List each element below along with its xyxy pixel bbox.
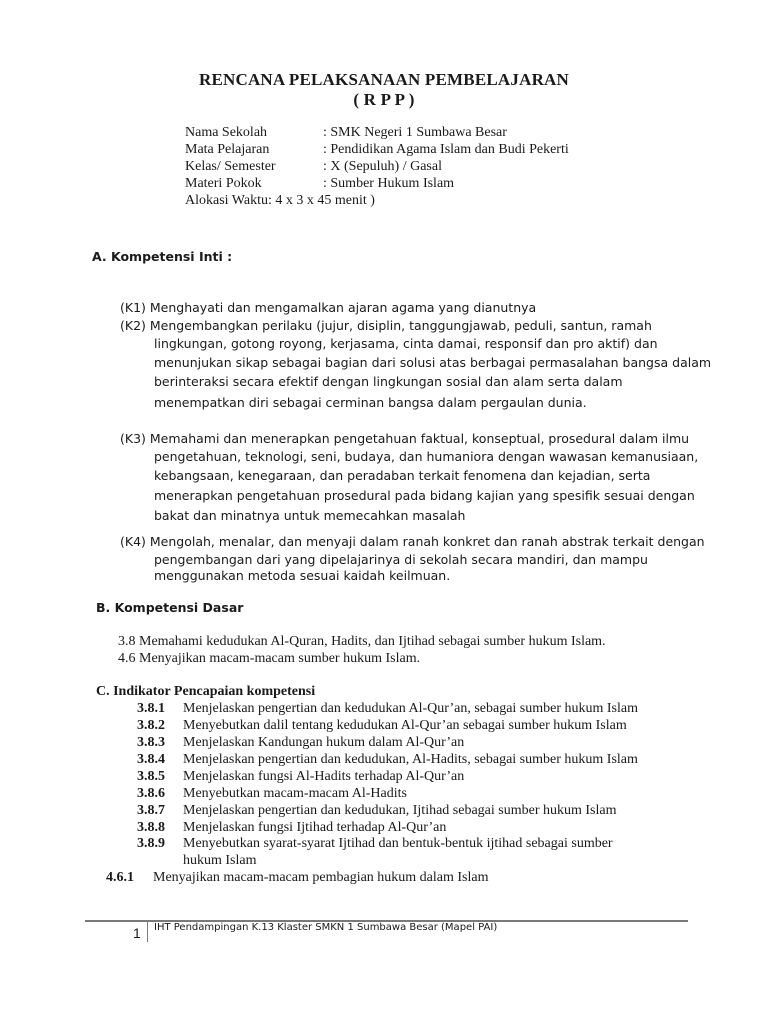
indicator-text: Menjelaskan pengertian dan kedudukan, Ijtihad sebagai sumber hukum Islam <box>183 803 617 818</box>
identity-value-class: : X (Sepuluh) / Gasal <box>323 159 442 174</box>
indicator-text: Menjelaskan pengertian dan kedudukan Al-Qur’an, sebagai sumber hukum Islam <box>183 701 638 716</box>
indicator-number: 3.8.7 <box>137 803 165 818</box>
identity-value-subject: : Pendidikan Agama Islam dan Budi Pekerti <box>323 142 569 157</box>
document-title: RENCANA PELAKSANAAN PEMBELAJARAN <box>198 70 570 89</box>
k3-line-2: pengetahuan, teknologi, seni, budaya, dan humaniora dengan wawasan kemanusiaan, <box>154 449 699 464</box>
indicator-number: 3.8.5 <box>137 769 165 784</box>
kd-item-3-8: 3.8 Memahami kedudukan Al-Quran, Hadits, dan Ijtihad sebagai sumber hukum Islam. <box>118 634 606 649</box>
indicator-text: Menjelaskan fungsi Ijtihad terhadap Al-Qur’an <box>183 820 447 835</box>
indicator-text-4-6-1: Menyajikan macam-macam pembagian hukum dalam Islam <box>153 870 489 885</box>
k3-line-1: (K3) Memahami dan menerapkan pengetahuan faktual, konseptual, prosedural dalam ilmu <box>120 431 690 446</box>
section-a-heading: A. Kompetensi Inti : <box>92 249 233 264</box>
indicator-number: 3.8.6 <box>137 786 165 801</box>
section-c-heading: C. Indikator Pencapaian kompetensi <box>96 684 316 699</box>
k3-line-5: bakat dan minatnya untuk memecahkan masalah <box>154 508 466 523</box>
k4-line-1: (K4) Mengolah, menalar, dan menyaji dalam ranah konkret dan ranah abstrak terkait dengan <box>120 534 705 549</box>
document-subtitle: ( R P P ) <box>353 90 415 109</box>
identity-label-topic: Materi Pokok <box>185 176 262 191</box>
indicator-text: Menjelaskan Kandungan hukum dalam Al-Qur’an <box>183 735 465 750</box>
section-b-heading: B. Kompetensi Dasar <box>96 600 244 615</box>
indicator-number-4-6-1: 4.6.1 <box>106 870 134 885</box>
k2-line-1: (K2) Mengembangkan perilaku (jujur, disiplin, tanggungjawab, peduli, santun, ramah <box>120 318 652 333</box>
k3-line-3: kebangsaan, kenegaraan, dan peradaban terkait fenomena dan kejadian, serta <box>154 468 651 483</box>
indicator-number: 3.8.9 <box>137 836 165 851</box>
identity-value-school: : SMK Negeri 1 Sumbawa Besar <box>323 125 507 140</box>
k2-line-5: menempatkan diri sebagai cerminan bangsa dalam pergaulan dunia. <box>154 395 587 410</box>
k2-line-4: berinteraksi secara efektif dengan lingkungan sosial dan alam serta dalam <box>154 374 623 389</box>
page-number: 1 <box>133 925 141 941</box>
indicator-text: Menyebutkan dalil tentang kedudukan Al-Qur’an sebagai sumber hukum Islam <box>183 718 627 733</box>
indicator-number: 3.8.2 <box>137 718 165 733</box>
indicator-number: 3.8.1 <box>137 701 165 716</box>
footer-separator <box>147 922 148 942</box>
k1-line: (K1) Menghayati dan mengamalkan ajaran agama yang dianutnya <box>120 300 537 315</box>
indicator-number: 3.8.3 <box>137 735 165 750</box>
k2-line-3: menunjukan sikap sebagai bagian dari solusi atas berbagai permasalahan bangsa dalam <box>154 355 712 370</box>
identity-time-allocation: Alokasi Waktu: 4 x 3 x 45 menit ) <box>185 193 375 208</box>
indicator-text: Menyebutkan macam-macam Al-Hadits <box>183 786 407 801</box>
kd-item-4-6: 4.6 Menyajikan macam-macam sumber hukum Islam. <box>118 651 421 666</box>
identity-label-school: Nama Sekolah <box>185 125 268 140</box>
indicator-text: Menjelaskan fungsi Al-Hadits terhadap Al-Qur’an <box>183 769 465 784</box>
indicator-number: 3.8.8 <box>137 820 165 835</box>
indicator-text: Menyebutkan syarat-syarat Ijtihad dan bentuk-bentuk ijtihad sebagai sumber <box>183 836 613 851</box>
k3-line-4: menerapkan pengetahuan prosedural pada bidang kajian yang spesifik sesuai dengan <box>154 488 695 503</box>
identity-label-class: Kelas/ Semester <box>185 159 276 174</box>
indicator-text: Menjelaskan pengertian dan kedudukan, Al-Hadits, sebagai sumber hukum Islam <box>183 752 638 767</box>
footer-text: IHT Pendampingan K.13 Klaster SMKN 1 Sumbawa Besar (Mapel PAI) <box>154 922 498 933</box>
indicator-text-continuation: hukum Islam <box>183 853 257 868</box>
k4-line-3: menggunakan metoda sesuai kaidah keilmuan. <box>154 568 451 583</box>
identity-value-topic: : Sumber Hukum Islam <box>323 176 455 191</box>
k2-line-2: lingkungan, gotong royong, kerjasama, cinta damai, responsif dan pro aktif) dan <box>154 336 658 351</box>
k4-line-2: pengembangan dari yang dipelajarinya di sekolah secara mandiri, dan mampu <box>154 552 648 567</box>
identity-label-subject: Mata Pelajaran <box>185 142 270 157</box>
indicator-number: 3.8.4 <box>137 752 165 767</box>
